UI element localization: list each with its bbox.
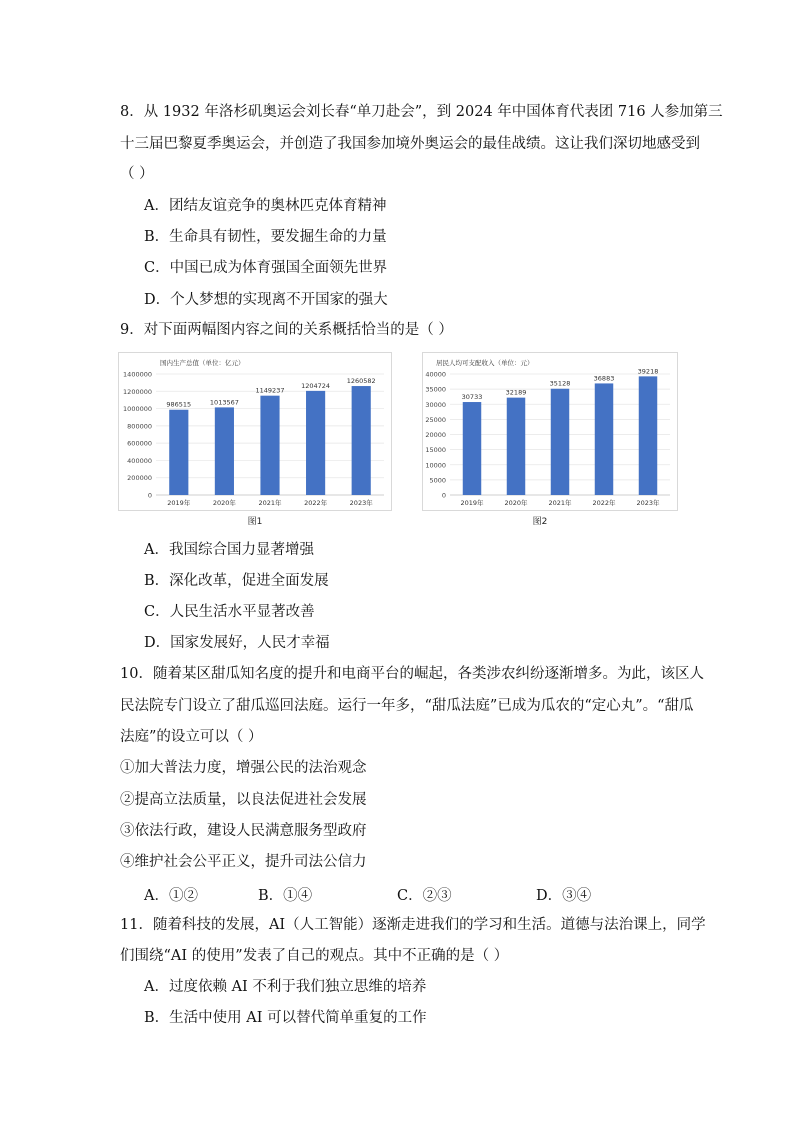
q9-option-a: A．我国综合国力显著增强	[144, 542, 314, 558]
chart-income-y-tick-label: 40000	[425, 370, 446, 379]
q8-stem-line-3: （ ）	[120, 166, 154, 182]
q9-option-d: D．国家发展好，人民才幸福	[144, 635, 330, 651]
chart-income-caption: 图2	[532, 517, 548, 527]
chart-gdp-data-label: 1260582	[346, 377, 376, 386]
chart-gdp-y-tick-label: 200000	[127, 474, 152, 483]
chart-gdp-y-tick-label: 1400000	[123, 370, 152, 379]
chart-income-data-label: 36883	[593, 374, 615, 383]
chart-income	[422, 352, 678, 530]
chart-income-y-tick-label: 30000	[425, 400, 446, 409]
chart-gdp-x-tick-label: 2019年	[167, 499, 191, 507]
chart-gdp-y-tick-label: 1000000	[123, 405, 152, 414]
q10-choice-a: A．①②	[144, 888, 198, 904]
q8-option-a: A．团结友谊竞争的奥林匹克体育精神	[144, 198, 387, 214]
q10-stem-line-1: 10．随着某区甜瓜知名度的提升和电商平台的崛起，各类涉农纠纷逐渐增多。为此，该区人	[120, 666, 704, 682]
chart-gdp-y-tick-label: 0	[147, 491, 152, 500]
chart-gdp-bar	[169, 410, 188, 495]
chart-gdp	[118, 352, 392, 530]
chart-gdp-y-tick-label: 800000	[127, 422, 152, 431]
chart-income-svg	[422, 352, 678, 530]
chart-income-data-label: 35128	[549, 379, 571, 388]
chart-income-x-tick-label: 2023年	[636, 499, 660, 507]
chart-gdp-x-tick-label: 2023年	[349, 499, 373, 507]
q10-choice-c: C．②③	[397, 888, 452, 904]
q9-option-c: C．人民生活水平显著改善	[144, 604, 315, 620]
chart-income-bar	[639, 376, 657, 495]
chart-income-y-tick-label: 15000	[425, 446, 446, 455]
chart-gdp-bar	[352, 386, 371, 495]
q10-statement-2: ②提高立法质量，以良法促进社会发展	[120, 792, 367, 808]
chart-income-x-tick-label: 2019年	[460, 499, 484, 507]
q10-stem-line-3: 法庭”的设立可以（ ）	[120, 729, 263, 745]
chart-gdp-x-tick-label: 2020年	[212, 499, 236, 507]
q10-stem-line-2: 民法院专门设立了甜瓜巡回法庭。运行一年多，“甜瓜法庭”已成为瓜农的“定心丸”。“甜瓜	[120, 698, 694, 714]
chart-gdp-y-tick-label: 600000	[127, 439, 152, 448]
q9-option-b: B．深化改革，促进全面发展	[144, 573, 329, 589]
chart-gdp-bar	[260, 396, 279, 495]
chart-gdp-data-label: 1204724	[301, 381, 331, 390]
chart-gdp-x-tick-label: 2022年	[304, 499, 328, 507]
chart-income-x-tick-label: 2021年	[548, 499, 572, 507]
q10-statement-4: ④维护社会公平正义，提升司法公信力	[120, 854, 367, 870]
q10-statement-3: ③依法行政，建设人民满意服务型政府	[120, 823, 367, 839]
q11-option-b: B．生活中使用 AI 可以替代简单重复的工作	[144, 1010, 427, 1026]
chart-income-bar	[507, 398, 525, 495]
chart-gdp-data-label: 1149237	[255, 386, 285, 395]
q10-statement-1: ①加大普法力度，增强公民的法治观念	[120, 760, 367, 776]
chart-gdp-svg	[118, 352, 392, 530]
chart-gdp-y-tick-label: 400000	[127, 456, 152, 465]
q11-stem-line-1: 11．随着科技的发展，AI（人工智能）逐渐走进我们的学习和生活。道德与法治课上，同学	[120, 917, 706, 933]
chart-income-title: 居民人均可支配收入（单位：元）	[436, 359, 534, 367]
q8-option-d: D．个人梦想的实现离不开国家的强大	[144, 292, 388, 308]
q11-stem-line-2: 们围绕“AI 的使用”发表了自己的观点。其中不正确的是（ ）	[120, 948, 509, 964]
q8-stem-line-1: 8．从 1932 年洛杉矶奥运会刘长春“单刀赴会”，到 2024 年中国体育代表团 716 人参加第三	[120, 104, 723, 120]
q9-stem: 9．对下面两幅图内容之间的关系概括恰当的是（ ）	[120, 322, 453, 338]
chart-income-y-tick-label: 35000	[425, 385, 446, 394]
q10-choice-d: D．③④	[536, 888, 592, 904]
chart-gdp-data-label: 986515	[166, 400, 192, 409]
chart-income-y-tick-label: 20000	[425, 431, 446, 439]
q8-option-c: C．中国已成为体育强国全面领先世界	[144, 260, 388, 276]
chart-income-x-tick-label: 2020年	[504, 499, 528, 507]
chart-income-x-tick-label: 2022年	[592, 499, 616, 507]
chart-income-bar	[551, 389, 569, 495]
chart-income-bar	[595, 383, 613, 495]
q11-option-a: A．过度依赖 AI 不利于我们独立思维的培养	[144, 979, 427, 995]
q10-choice-b: B．①④	[258, 888, 313, 904]
chart-income-bar	[463, 402, 481, 495]
chart-gdp-title: 国内生产总值（单位：亿元）	[160, 359, 245, 367]
chart-income-data-label: 39218	[637, 367, 659, 376]
chart-income-y-tick-label: 0	[441, 491, 446, 500]
chart-income-data-label: 32189	[505, 388, 527, 397]
q8-option-b: B．生命具有韧性，要发掘生命的力量	[144, 229, 387, 245]
chart-gdp-bar	[306, 391, 325, 495]
chart-income-y-tick-label: 25000	[425, 415, 446, 424]
chart-income-data-label: 30733	[461, 393, 483, 402]
chart-gdp-x-tick-label: 2021年	[258, 499, 282, 507]
chart-income-y-tick-label: 5000	[429, 476, 446, 485]
chart-gdp-y-tick-label: 1200000	[123, 387, 152, 396]
chart-gdp-bar	[215, 407, 234, 495]
q8-stem-line-2: 十三届巴黎夏季奥运会，并创造了我国参加境外奥运会的最佳战绩。这让我们深切地感受到	[120, 136, 700, 152]
chart-gdp-caption: 图1	[247, 517, 263, 527]
chart-gdp-data-label: 1013567	[209, 398, 239, 407]
q10-choices	[144, 884, 644, 904]
chart-income-y-tick-label: 10000	[425, 461, 446, 470]
